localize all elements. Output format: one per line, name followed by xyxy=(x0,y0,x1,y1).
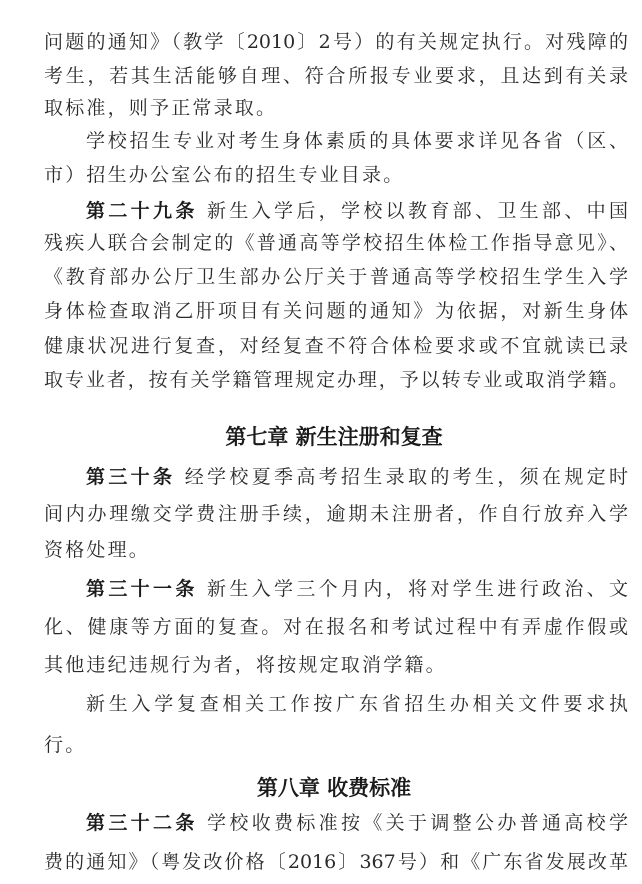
text-line: 资格处理。 xyxy=(44,539,151,561)
article-number: 第三十条 xyxy=(86,466,176,488)
text-line: 残疾人联合会制定的《普通高等学校招生体检工作指导意见》、 xyxy=(44,232,628,254)
article-paragraph-start xyxy=(86,808,628,838)
text-line: 学校招生专业对考生身体素质的具体要求详见各省（区、 xyxy=(86,130,628,152)
article-text: 新生入学三个月内，将对学生进行政治、文 xyxy=(197,578,628,600)
article-number: 第二十九条 xyxy=(86,200,198,222)
text-line: 身体检查取消乙肝项目有关问题的通知》为依据，对新生身体 xyxy=(44,300,628,322)
article-text: 新生入学后，学校以教育部、卫生部、中国 xyxy=(197,200,628,222)
text-line: 《教育部办公厅卫生部办公厅关于普通高等学校招生学生入学 xyxy=(44,266,628,288)
text-line: 健康状况进行复查，对经复查不符合体检要求或不宜就读已录 xyxy=(44,335,628,357)
text-line: 取标准，则予正常录取。 xyxy=(44,97,278,119)
article-number: 第三十二条 xyxy=(86,812,198,834)
text-line: 考生，若其生活能够自理、符合所报专业要求，且达到有关录 xyxy=(44,65,628,87)
text-line: 新生入学复查相关工作按广东省招生办相关文件要求执 xyxy=(86,693,628,715)
text-line: 费的通知》（粤发改价格〔2016〕367号）和《广东省发展改革 xyxy=(44,851,628,873)
text-line: 其他违纪违规行为者，将按规定取消学籍。 xyxy=(44,654,447,676)
article-paragraph-start xyxy=(86,574,628,604)
chapter-heading: 第七章 新生注册和复查 xyxy=(225,425,443,449)
text-line: 取专业者，按有关学籍管理规定办理，予以转专业或取消学籍。 xyxy=(44,369,628,391)
article-paragraph-start xyxy=(86,196,628,226)
text-line: 行。 xyxy=(44,734,87,756)
text-line: 化、健康等方面的复查。对在报名和考试过程中有弄虚作假或 xyxy=(44,616,628,638)
chapter-heading: 第八章 收费标准 xyxy=(256,776,412,800)
text-line: 间内办理缴交学费注册手续，逾期未注册者，作自行放弃入学 xyxy=(44,503,628,525)
text-line: 市）招生办公室公布的招生专业目录。 xyxy=(44,164,405,186)
article-text: 学校收费标准按《关于调整公办普通高校学 xyxy=(197,812,628,834)
article-number: 第三十一条 xyxy=(86,578,198,600)
article-paragraph-start xyxy=(86,462,628,492)
text-line: 问题的通知》（教学〔2010〕2号）的有关规定执行。对残障的 xyxy=(44,31,628,53)
article-text: 经学校夏季高考招生录取的考生，须在规定时 xyxy=(175,466,628,488)
